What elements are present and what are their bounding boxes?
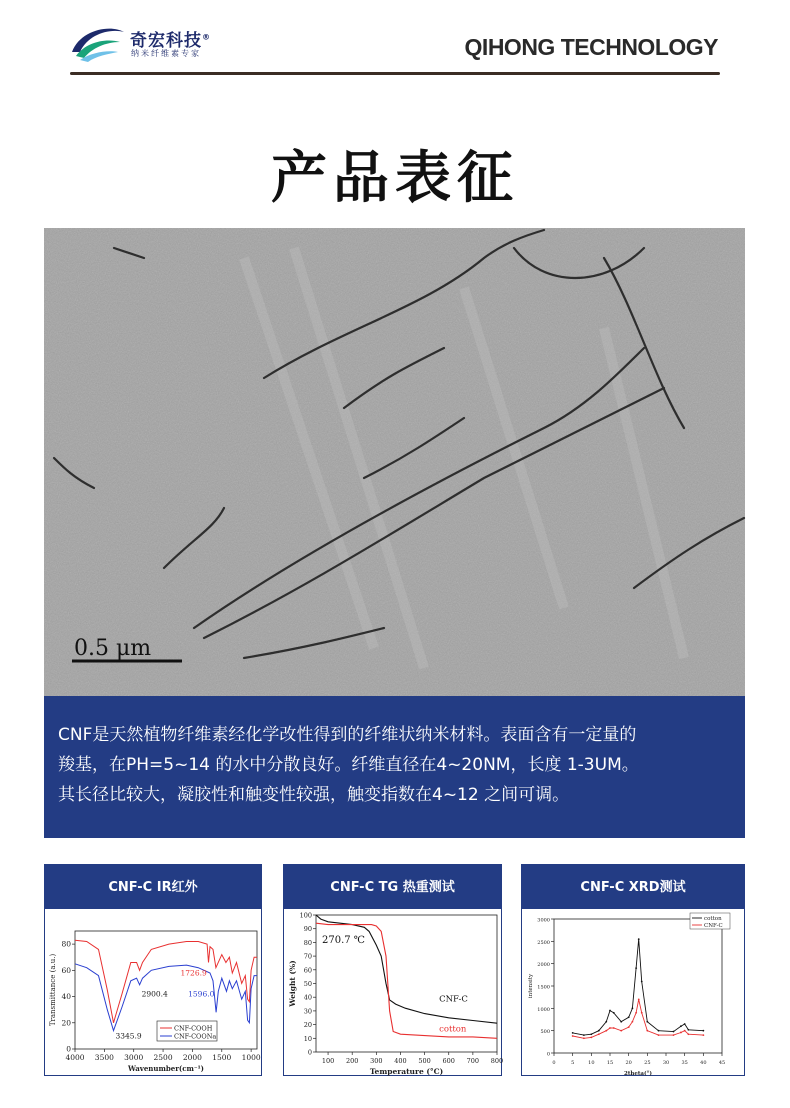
- x-axis-label: 2theta(°): [624, 1071, 652, 1077]
- tem-image: [44, 228, 745, 696]
- y-tick-label: 70: [303, 952, 312, 961]
- series-line-cnf-c: [573, 999, 704, 1038]
- y-tick-label: 0: [307, 1048, 312, 1057]
- data-point: [673, 1034, 675, 1036]
- x-tick-label: 0: [552, 1060, 556, 1066]
- data-point: [635, 967, 637, 969]
- x-axis-label: Temperature (°C): [369, 1067, 444, 1076]
- data-point: [673, 1031, 675, 1033]
- series-line-cotton: [573, 939, 704, 1035]
- y-tick-label: 10: [303, 1034, 312, 1043]
- legend-label: cotton: [704, 916, 722, 922]
- data-point: [688, 1033, 690, 1035]
- data-point: [658, 1030, 660, 1032]
- data-point: [632, 1007, 634, 1009]
- card-title: CNF-C TG 热重测试: [284, 865, 501, 909]
- peak-annotation: 3345.9: [115, 1031, 142, 1041]
- x-tick-label: 4000: [65, 1053, 85, 1062]
- x-tick-label: 2500: [153, 1053, 173, 1062]
- data-point: [609, 1010, 611, 1012]
- data-point: [641, 981, 643, 983]
- y-tick-label: 40: [61, 992, 71, 1002]
- data-point: [638, 938, 640, 940]
- y-tick-label: 50: [303, 980, 312, 988]
- x-tick-label: 20: [625, 1060, 632, 1066]
- description-panel: [44, 696, 745, 838]
- data-point: [613, 1012, 615, 1014]
- page-header: [0, 0, 790, 80]
- xrd-pattern-chart: [522, 909, 744, 1075]
- tg-curve-chart: [284, 909, 504, 1076]
- tem-micrograph: [44, 228, 745, 696]
- y-tick-label: 20: [303, 1021, 312, 1030]
- company-name-en: QIHONG TECHNOLOGY: [464, 34, 718, 60]
- legend-label: CNF-COOH: [174, 1024, 213, 1033]
- y-tick-label: 1000: [537, 1006, 550, 1013]
- x-tick-label: 1500: [212, 1053, 232, 1062]
- x-tick-label: 3500: [94, 1053, 114, 1062]
- xrd-chart-card: [521, 864, 745, 1076]
- tg-chart-card: [283, 864, 502, 1076]
- scale-label: 0.5 μm: [74, 636, 152, 661]
- data-point: [583, 1037, 585, 1039]
- y-tick-label: 60: [61, 965, 71, 975]
- y-tick-label: 60: [303, 966, 312, 975]
- x-tick-label: 800: [490, 1057, 504, 1065]
- description-line: CNF是天然植物纤维素经化学改性得到的纤维状纳米材料。表面含有一定量的: [58, 725, 637, 745]
- y-tick-label: 0: [546, 1051, 550, 1058]
- data-point: [572, 1035, 574, 1037]
- x-tick-label: 40: [700, 1060, 707, 1066]
- peak-annotation: 1726.9: [180, 968, 207, 978]
- data-point: [680, 1032, 682, 1034]
- y-tick-label: 0: [66, 1044, 71, 1054]
- data-point: [684, 1030, 686, 1032]
- ir-spectrum-chart: [45, 909, 261, 1075]
- y-tick-label: 20: [61, 1018, 71, 1028]
- card-title: CNF-C XRD测试: [522, 865, 744, 909]
- x-tick-label: 2000: [182, 1053, 202, 1062]
- y-tick-label: 80: [61, 939, 71, 949]
- page-title: 产品表征: [271, 146, 519, 211]
- data-point: [638, 999, 640, 1001]
- x-tick-label: 35: [681, 1060, 688, 1066]
- data-point: [702, 1030, 704, 1032]
- x-axis-label: Wavenumber(cm⁻¹): [128, 1064, 204, 1073]
- data-point: [613, 1027, 615, 1029]
- x-tick-label: 300: [370, 1057, 383, 1065]
- y-tick-label: 40: [303, 993, 312, 1002]
- data-point: [605, 1030, 607, 1032]
- x-tick-label: 15: [606, 1060, 614, 1066]
- brand-name: 奇宏科技: [130, 31, 202, 51]
- data-point: [605, 1021, 607, 1023]
- data-point: [635, 1012, 637, 1014]
- data-point: [641, 1012, 643, 1014]
- brand-tagline: 纳米纤维素专家: [131, 49, 201, 58]
- x-tick-label: 3000: [124, 1053, 144, 1062]
- y-tick-label: 30: [303, 1007, 312, 1016]
- legend-label: CNF-COONa: [174, 1032, 217, 1041]
- x-tick-label: 30: [662, 1060, 670, 1066]
- x-tick-label: 5: [571, 1060, 575, 1066]
- y-tick-label: 1500: [537, 984, 550, 991]
- y-tick-label: 2000: [537, 962, 550, 969]
- x-tick-label: 600: [442, 1057, 455, 1065]
- y-tick-label: 90: [303, 925, 312, 934]
- legend-label: CNF-C: [704, 923, 723, 929]
- y-axis-label: intensity: [528, 973, 534, 999]
- y-tick-label: 2500: [537, 939, 550, 946]
- y-axis-label: Weight (%): [288, 960, 297, 1007]
- x-tick-label: 45: [718, 1060, 726, 1066]
- data-point: [572, 1032, 574, 1034]
- data-point: [590, 1036, 592, 1038]
- series-label-cnf-c: CNF-C: [439, 994, 468, 1005]
- x-tick-label: 100: [321, 1057, 335, 1065]
- data-point: [632, 1021, 634, 1023]
- y-axis-label: Transmittance (a.u.): [49, 953, 57, 1027]
- data-point: [628, 1016, 630, 1018]
- data-point: [620, 1021, 622, 1023]
- card-title: CNF-C IR红外: [45, 865, 261, 909]
- data-point: [702, 1034, 704, 1036]
- x-tick-label: 10: [588, 1060, 595, 1066]
- data-point: [658, 1034, 660, 1036]
- swoosh-logo-icon: [70, 22, 126, 62]
- data-point: [609, 1027, 611, 1029]
- y-tick-label: 500: [540, 1029, 550, 1036]
- description-line: 其长径比较大，凝胶性和触变性较强，触变指数在4~12 之间可调。: [58, 785, 570, 805]
- peak-annotation: 1596.0: [188, 989, 215, 999]
- data-point: [620, 1030, 622, 1032]
- series-label-cotton: cotton: [439, 1024, 467, 1035]
- brand-logo[interactable]: [70, 22, 230, 66]
- data-point: [598, 1033, 600, 1035]
- x-tick-label: 400: [394, 1057, 407, 1065]
- description-line: 羧基，在PH=5~14 的水中分散良好。纤维直径在4~20NM，长度 1-3UM。: [58, 755, 639, 775]
- registered-mark: ®: [202, 32, 211, 42]
- header-divider: [70, 72, 720, 75]
- data-point: [598, 1030, 600, 1032]
- data-point: [628, 1026, 630, 1028]
- ir-chart-card: [44, 864, 262, 1076]
- y-tick-label: 80: [303, 938, 312, 947]
- x-tick-label: 1000: [241, 1053, 261, 1062]
- onset-temperature-label: 270.7 ℃: [322, 935, 365, 946]
- y-tick-label: 3000: [537, 917, 550, 924]
- data-point: [688, 1029, 690, 1031]
- data-point: [646, 1030, 648, 1032]
- data-point: [583, 1034, 585, 1036]
- data-point: [680, 1025, 682, 1027]
- series-line-cnf-c: [316, 915, 497, 1023]
- peak-annotation: 2900.4: [141, 989, 168, 999]
- y-tick-label: 100: [299, 911, 312, 920]
- x-tick-label: 200: [345, 1057, 359, 1065]
- x-tick-label: 700: [466, 1057, 480, 1065]
- data-point: [646, 1021, 648, 1023]
- x-tick-label: 500: [418, 1057, 431, 1065]
- data-point: [590, 1033, 592, 1035]
- x-tick-label: 25: [644, 1060, 651, 1066]
- data-point: [684, 1023, 686, 1025]
